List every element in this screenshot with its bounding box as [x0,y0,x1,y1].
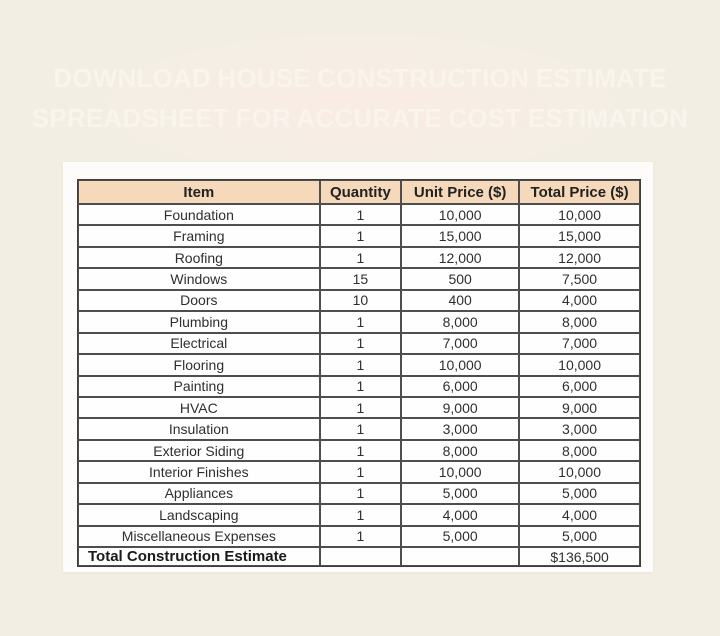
total-row-unit-price [401,547,519,566]
cell-total-price: 5,000 [519,483,640,504]
cell-quantity: 1 [320,376,401,397]
table-row [78,483,640,504]
cell-quantity: 15 [320,268,401,289]
table-row [78,440,640,461]
cell-total-price: 8,000 [519,440,640,461]
cell-quantity: 1 [320,504,401,525]
table-row [78,290,640,311]
cell-item: Plumbing [78,311,320,332]
cell-unit-price: 9,000 [401,397,519,418]
cell-quantity: 1 [320,418,401,439]
cell-total-price: 6,000 [519,376,640,397]
table-row [78,247,640,268]
cell-item: Insulation [78,418,320,439]
cell-quantity: 1 [320,247,401,268]
cell-item: Windows [78,268,320,289]
cell-unit-price: 5,000 [401,483,519,504]
cell-unit-price: 15,000 [401,225,519,246]
cell-unit-price: 4,000 [401,504,519,525]
cell-total-price: 15,000 [519,225,640,246]
cell-total-price: 4,000 [519,290,640,311]
cell-unit-price: 10,000 [401,461,519,482]
table-row [78,504,640,525]
cell-item: Exterior Siding [78,440,320,461]
table-row [78,354,640,375]
cell-unit-price: 5,000 [401,526,519,547]
construction-estimate-table [77,179,641,567]
cell-total-price: 10,000 [519,354,640,375]
cell-item: Flooring [78,354,320,375]
cell-unit-price: 8,000 [401,440,519,461]
cell-unit-price: 8,000 [401,311,519,332]
page-title-line2: SPREADSHEET FOR ACCURATE COST ESTIMATION [31,103,689,133]
table-row [78,268,640,289]
table-row [78,225,640,246]
total-row-label: Total Construction Estimate [78,547,320,566]
cell-quantity: 1 [320,440,401,461]
total-row-quantity [320,547,401,566]
cell-item: Framing [78,225,320,246]
column-header-item: Item [78,180,320,204]
page-title [0,58,720,138]
table-row [78,376,640,397]
cell-quantity: 1 [320,333,401,354]
cell-unit-price: 12,000 [401,247,519,268]
column-header-quantity: Quantity [320,180,401,204]
cell-quantity: 10 [320,290,401,311]
total-row-total-price: $136,500 [519,547,640,566]
spreadsheet-card [63,162,653,572]
cell-quantity: 1 [320,483,401,504]
cell-quantity: 1 [320,204,401,225]
table-row [78,204,640,225]
cell-unit-price: 10,000 [401,354,519,375]
cell-total-price: 9,000 [519,397,640,418]
cell-unit-price: 400 [401,290,519,311]
cell-unit-price: 10,000 [401,204,519,225]
table-row [78,397,640,418]
cell-item: Landscaping [78,504,320,525]
table-row [78,526,640,547]
cell-unit-price: 6,000 [401,376,519,397]
cell-item: Miscellaneous Expenses [78,526,320,547]
table-row [78,461,640,482]
cell-quantity: 1 [320,311,401,332]
table-row [78,333,640,354]
cell-unit-price: 7,000 [401,333,519,354]
cell-item: Foundation [78,204,320,225]
cell-quantity: 1 [320,397,401,418]
cell-total-price: 8,000 [519,311,640,332]
column-header-unit-price: Unit Price ($) [401,180,519,204]
cell-total-price: 4,000 [519,504,640,525]
cell-item: Doors [78,290,320,311]
table-header-row [78,180,640,204]
cell-item: Roofing [78,247,320,268]
cell-total-price: 12,000 [519,247,640,268]
cell-total-price: 5,000 [519,526,640,547]
cell-item: Electrical [78,333,320,354]
cell-item: Interior Finishes [78,461,320,482]
cell-quantity: 1 [320,526,401,547]
cell-total-price: 10,000 [519,461,640,482]
cell-item: Appliances [78,483,320,504]
cell-quantity: 1 [320,225,401,246]
page-title-line1: DOWNLOAD HOUSE CONSTRUCTION ESTIMATE [53,63,667,93]
cell-total-price: 7,500 [519,268,640,289]
cell-item: HVAC [78,397,320,418]
table-row [78,311,640,332]
cell-unit-price: 3,000 [401,418,519,439]
cell-unit-price: 500 [401,268,519,289]
cell-quantity: 1 [320,354,401,375]
cell-total-price: 10,000 [519,204,640,225]
cell-total-price: 3,000 [519,418,640,439]
cell-total-price: 7,000 [519,333,640,354]
cell-quantity: 1 [320,461,401,482]
table-row [78,418,640,439]
total-row [78,547,640,566]
cell-item: Painting [78,376,320,397]
column-header-total-price: Total Price ($) [519,180,640,204]
